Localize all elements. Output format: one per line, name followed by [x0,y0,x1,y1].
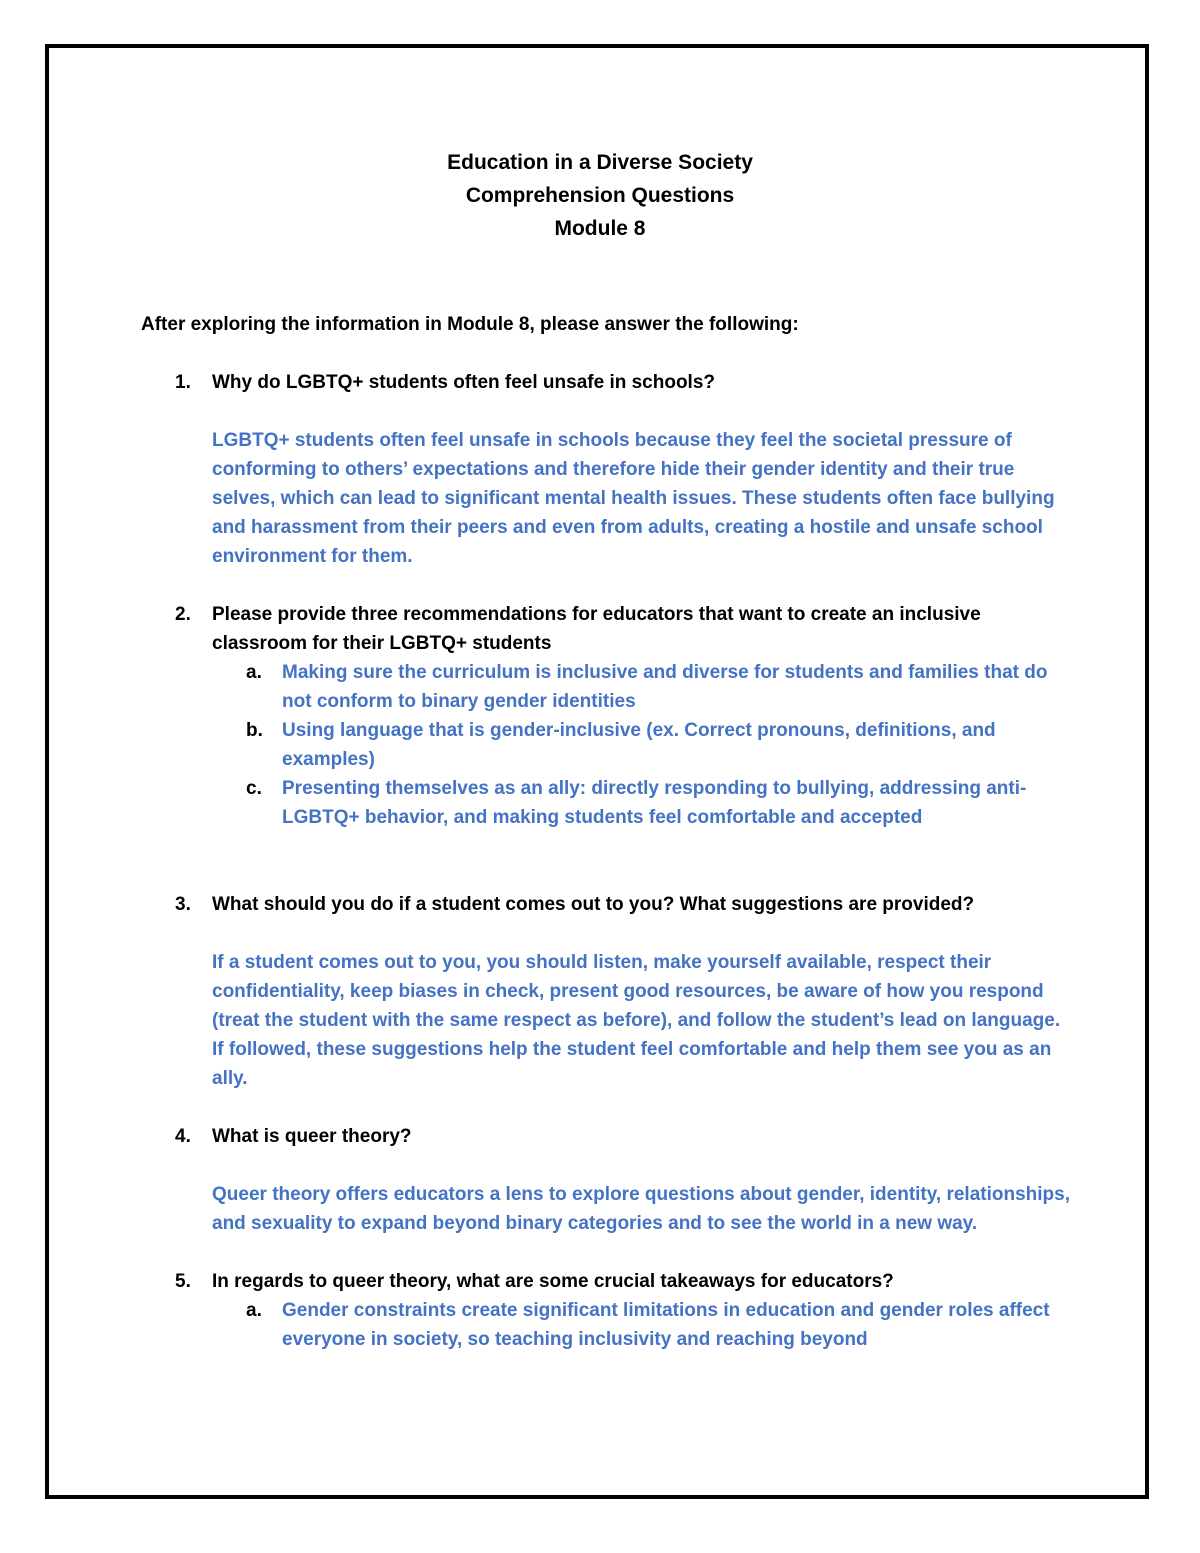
item-text: Gender constraints create significant limitations in education and gender roles affect everyone in society, so teaching inclusivity and reaching beyond [282,1300,1050,1350]
question-number: 1. [175,372,191,393]
question-3 [141,890,1071,919]
question-text: In regards to queer theory, what are some crucial takeaways for educators? [212,1271,894,1292]
document-body [141,310,1071,1354]
document-title: Education in a Diverse Society [447,151,753,174]
item-letter: a. [246,662,262,683]
answer-2b [246,716,1071,774]
question-2 [141,600,1071,658]
question-number: 5. [175,1271,191,1292]
item-letter: c. [246,778,262,799]
question-1 [141,368,1071,397]
answer-2c [246,774,1071,832]
question-text: What is queer theory? [212,1126,412,1147]
item-letter: a. [246,1300,262,1321]
item-text: Using language that is gender-inclusive (ex. Correct pronouns, definitions, and examples) [282,720,996,770]
document-header [0,146,1200,245]
answer-2-list [141,658,1071,832]
question-text: Why do LGBTQ+ students often feel unsafe in schools? [212,372,716,393]
document-subtitle: Comprehension Questions [465,184,735,207]
answer-2a [246,658,1071,716]
answer-5a [246,1296,1071,1354]
item-text: Making sure the curriculum is inclusive and diverse for students and families that do not conform to binary gender identities [282,662,1048,712]
question-number: 3. [175,894,191,915]
question-text: Please provide three recommendations for educators that want to create an inclusive classroom for their LGBTQ+ students [212,604,981,654]
question-number: 2. [175,604,191,625]
answer-5-list [141,1296,1071,1354]
question-number: 4. [175,1126,191,1147]
item-letter: b. [246,720,263,741]
question-text: What should you do if a student comes out to you? What suggestions are provided? [212,894,975,915]
question-5 [141,1267,1071,1296]
module-label: Module 8 [554,217,646,240]
item-text: Presenting themselves as an ally: directly responding to bullying, addressing anti-LGBTQ+ behavior, and making students feel comfortable and accepted [282,778,1027,828]
answer-3: If a student comes out to you, you should listen, make yourself available, respect their confidentiality, keep biases in check, present good resources, be aware of how you respond (treat the student with the same respect as before), and follow the student’s lead on language. If followed, these suggestions help the student feel comfortable and help them see you as an ally. [212,952,1061,1089]
answer-1: LGBTQ+ students often feel unsafe in schools because they feel the societal pressure of conforming to others’ expectations and therefore hide their gender identity and their true selves, which can lead to significant mental health issues. These students often face bullying and harassment from their peers and even from adults, creating a hostile and unsafe school environment for them. [212,430,1055,567]
question-4 [141,1122,1071,1151]
intro-text: After exploring the information in Module 8, please answer the following: [141,314,799,335]
answer-4: Queer theory offers educators a lens to explore questions about gender, identity, relationships, and sexuality to expand beyond binary categories and to see the world in a new way. [212,1184,1070,1234]
